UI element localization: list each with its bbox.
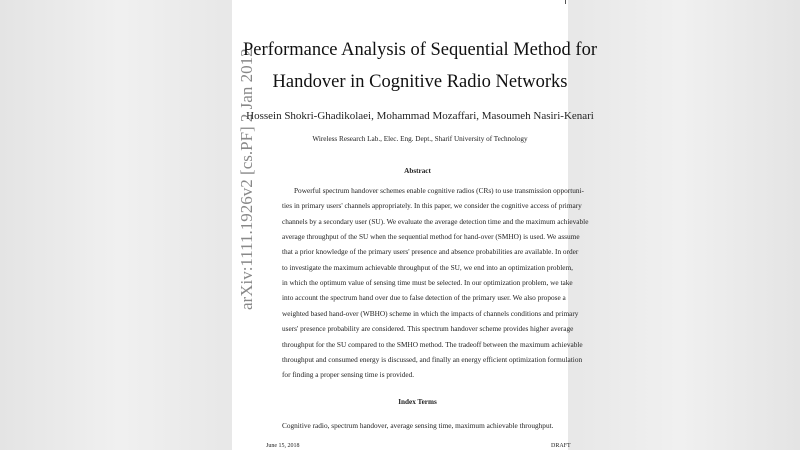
abstract-line: throughput for the SU compared to the SMHO method. The tradeoff between the maximum achievable xyxy=(282,339,583,349)
footer-draft: DRAFT xyxy=(551,443,571,449)
abstract-line: weighted based hand-over (WBHO) scheme in which the impacts of channels conditions and primary xyxy=(282,308,579,318)
abstract-line: that a prior knowledge of the primary users' presence and absence probabilities are available. In order xyxy=(282,247,579,257)
index-terms: Cognitive radio, spectrum handover, average sensing time, maximum achievable throughput. xyxy=(282,421,554,430)
footer-date: June 15, 2018 xyxy=(266,443,300,449)
affiliation: Wireless Research Lab., Elec. Eng. Dept., Sharif University of Technology xyxy=(312,135,528,143)
page-mark xyxy=(565,0,566,4)
abstract-line: into account the spectrum hand over due to false detection of the primary user. We also propose a xyxy=(282,293,566,303)
abstract-line: average throughput of the SU when the sequential method for hand-over (SMHO) is used. We assume xyxy=(282,232,580,242)
abstract-line: channels by a secondary user (SU). We evaluate the average detection time and the maximum achievable xyxy=(282,216,589,226)
abstract-line: in which the optimum value of sensing time must be selected. In our optimization problem, we take xyxy=(282,278,573,288)
authors: Hossein Shokri-Ghadikolaei, Mohammad Mozaffari, Masoumeh Nasiri-Kenari xyxy=(246,110,594,122)
abstract-line: throughput and consumed energy is discussed, and finally an energy efficient optimization formulation xyxy=(282,354,583,364)
paper-title-line-2: Handover in Cognitive Radio Networks xyxy=(272,72,568,92)
arxiv-stamp: arXiv:1111.1926v2 [cs.PF] 2 Jan 2012 xyxy=(237,48,256,310)
abstract-line: ties in primary users' channels appropriately. In this paper, we consider the cognitive access of primary xyxy=(282,201,582,211)
abstract-heading: Abstract xyxy=(404,167,431,175)
abstract-line: users' presence probability are considered. This spectrum handover scheme provides higher average xyxy=(282,324,574,334)
abstract-line: for finding a proper sensing time is provided. xyxy=(282,370,415,380)
index-terms-heading: Index Terms xyxy=(398,398,437,406)
abstract-line: Powerful spectrum handover schemes enable cognitive radios (CRs) to use transmission opportuni- xyxy=(294,186,584,195)
paper-title-line-1: Performance Analysis of Sequential Method for xyxy=(243,40,597,60)
abstract-line: to investigate the maximum achievable throughput of the SU, we end into an optimization problem, xyxy=(282,262,573,272)
